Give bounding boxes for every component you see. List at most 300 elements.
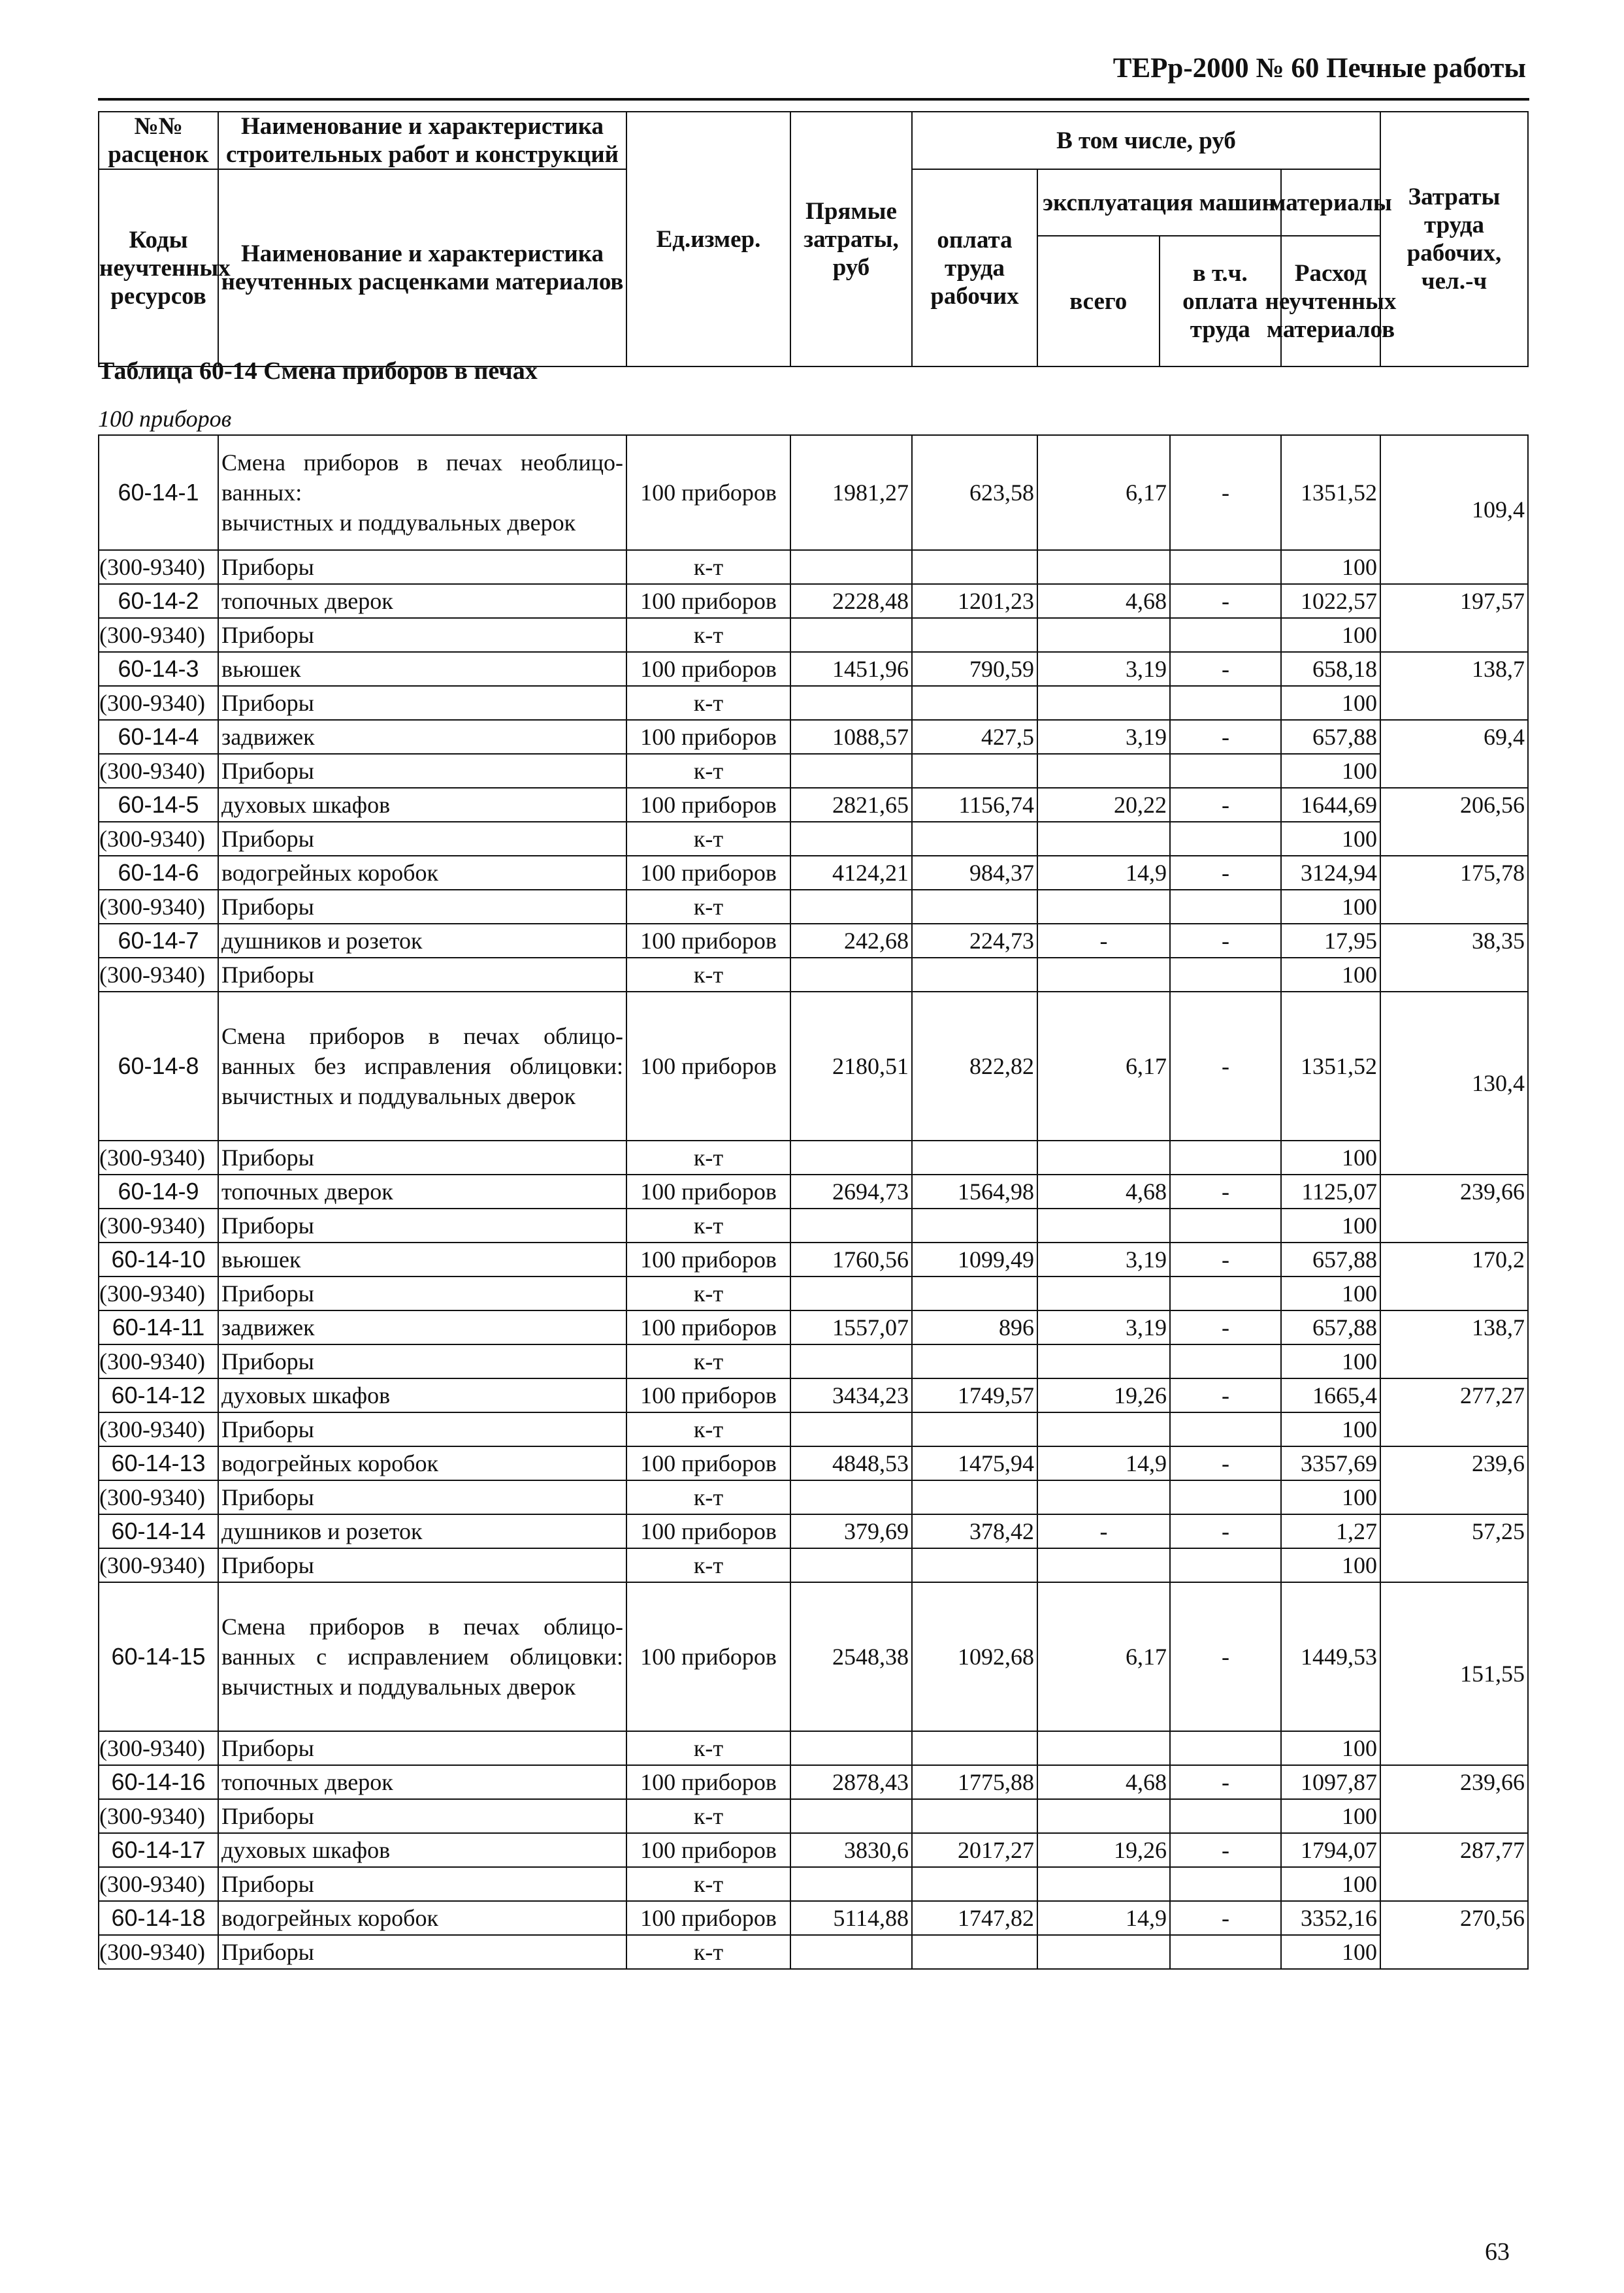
- resource-unit: к-т: [626, 1141, 790, 1175]
- resource-row: [99, 1548, 1528, 1582]
- rate-code: 60-14-7: [99, 924, 218, 958]
- header-code-res: Коды неучтенных ресурсов: [99, 169, 218, 366]
- materials-cost: 1,27: [1281, 1514, 1380, 1548]
- resource-quantity: 100: [1281, 890, 1380, 924]
- empty-cell: [1037, 1412, 1170, 1446]
- resource-quantity: 100: [1281, 1344, 1380, 1378]
- unit: 100 приборов: [626, 1243, 790, 1277]
- resource-quantity: 100: [1281, 1935, 1380, 1969]
- resource-unit: к-т: [626, 618, 790, 652]
- labor-hours: 57,25: [1380, 1514, 1528, 1582]
- materials-cost: 1125,07: [1281, 1175, 1380, 1209]
- empty-cell: [1037, 890, 1170, 924]
- empty-cell: [1037, 958, 1170, 992]
- empty-cell: [1170, 958, 1281, 992]
- empty-cell: [1170, 890, 1281, 924]
- resource-quantity: 100: [1281, 686, 1380, 720]
- machines-labor: -: [1170, 652, 1281, 686]
- unit: 100 приборов: [626, 1310, 790, 1344]
- labor-hours: 38,35: [1380, 924, 1528, 992]
- header-machines-cell: [1037, 169, 1281, 366]
- table-row: [99, 788, 1528, 822]
- resource-name: Приборы: [218, 1480, 626, 1514]
- empty-cell: [1170, 1799, 1281, 1833]
- resource-name: Приборы: [218, 822, 626, 856]
- materials-cost: 17,95: [1281, 924, 1380, 958]
- empty-cell: [1170, 1935, 1281, 1969]
- resource-quantity: 100: [1281, 1277, 1380, 1310]
- machines-total: 4,68: [1037, 1765, 1170, 1799]
- unit: 100 приборов: [626, 788, 790, 822]
- resource-name: Приборы: [218, 1412, 626, 1446]
- work-name: задвижек: [218, 720, 626, 754]
- resource-row: [99, 1480, 1528, 1514]
- table-title: Таблица 60-14 Смена приборов в печах: [98, 357, 538, 385]
- resource-row: [99, 822, 1528, 856]
- resource-unit: к-т: [626, 550, 790, 584]
- resource-code: (300-9340): [99, 1548, 218, 1582]
- rate-code: 60-14-1: [99, 435, 218, 550]
- machines-total: -: [1037, 924, 1170, 958]
- labor-pay: 1564,98: [912, 1175, 1037, 1209]
- empty-cell: [790, 754, 912, 788]
- resource-unit: к-т: [626, 1731, 790, 1765]
- machines-total: 6,17: [1037, 435, 1170, 550]
- machines-total: 3,19: [1037, 1310, 1170, 1344]
- resource-name: Приборы: [218, 1141, 626, 1175]
- machines-labor: -: [1170, 1175, 1281, 1209]
- direct-cost: 379,69: [790, 1514, 912, 1548]
- direct-cost: 5114,88: [790, 1901, 912, 1935]
- table-unit-note: 100 приборов: [98, 406, 232, 432]
- unit: 100 приборов: [626, 856, 790, 890]
- unit: 100 приборов: [626, 1514, 790, 1548]
- labor-hours: 130,4: [1380, 992, 1528, 1175]
- empty-cell: [1037, 686, 1170, 720]
- column-header-table: [98, 111, 1529, 367]
- resource-code: (300-9340): [99, 1867, 218, 1901]
- table-row: [99, 1901, 1528, 1935]
- materials-cost: 657,88: [1281, 1310, 1380, 1344]
- resource-code: (300-9340): [99, 1731, 218, 1765]
- empty-cell: [1037, 1277, 1170, 1310]
- empty-cell: [1170, 550, 1281, 584]
- work-name: водогрейных коробок: [218, 1901, 626, 1935]
- rate-code: 60-14-15: [99, 1582, 218, 1731]
- machines-total: -: [1037, 1514, 1170, 1548]
- resource-code: (300-9340): [99, 754, 218, 788]
- resource-row: [99, 1141, 1528, 1175]
- empty-cell: [790, 1867, 912, 1901]
- rate-code: 60-14-13: [99, 1446, 218, 1480]
- work-name: духовых шкафов: [218, 1378, 626, 1412]
- direct-cost: 1557,07: [790, 1310, 912, 1344]
- empty-cell: [912, 1799, 1037, 1833]
- empty-cell: [790, 1412, 912, 1446]
- empty-cell: [1170, 754, 1281, 788]
- resource-quantity: 100: [1281, 1209, 1380, 1243]
- header-materials: материалы: [1282, 170, 1380, 236]
- work-name: топочных дверок: [218, 1765, 626, 1799]
- unit: 100 приборов: [626, 1765, 790, 1799]
- machines-total: 19,26: [1037, 1378, 1170, 1412]
- resource-unit: к-т: [626, 686, 790, 720]
- labor-pay: 427,5: [912, 720, 1037, 754]
- resource-unit: к-т: [626, 1867, 790, 1901]
- resource-code: (300-9340): [99, 686, 218, 720]
- resource-unit: к-т: [626, 754, 790, 788]
- empty-cell: [912, 890, 1037, 924]
- resource-unit: к-т: [626, 1344, 790, 1378]
- table-row: [99, 584, 1528, 618]
- labor-hours: 277,27: [1380, 1378, 1528, 1446]
- resource-name: Приборы: [218, 1731, 626, 1765]
- resource-code: (300-9340): [99, 958, 218, 992]
- work-name-line: вычистных и поддувальных дверок: [221, 1083, 576, 1109]
- resource-code: (300-9340): [99, 618, 218, 652]
- empty-cell: [790, 1209, 912, 1243]
- empty-cell: [912, 550, 1037, 584]
- header-incl: В том числе, руб: [912, 112, 1380, 169]
- direct-cost: 1088,57: [790, 720, 912, 754]
- labor-pay: 984,37: [912, 856, 1037, 890]
- rate-code: 60-14-16: [99, 1765, 218, 1799]
- labor-hours: 138,7: [1380, 652, 1528, 720]
- machines-total: 3,19: [1037, 1243, 1170, 1277]
- resource-unit: к-т: [626, 1480, 790, 1514]
- resource-code: (300-9340): [99, 1480, 218, 1514]
- empty-cell: [1170, 1480, 1281, 1514]
- header-machines-labor: в т.ч. оплата труда: [1182, 259, 1258, 343]
- direct-cost: 1981,27: [790, 435, 912, 550]
- machines-labor: -: [1170, 1243, 1281, 1277]
- unit: 100 приборов: [626, 435, 790, 550]
- materials-cost: 1665,4: [1281, 1378, 1380, 1412]
- resource-name: Приборы: [218, 1935, 626, 1969]
- rate-code: 60-14-18: [99, 1901, 218, 1935]
- resource-row: [99, 890, 1528, 924]
- table-row: [99, 1765, 1528, 1799]
- labor-pay: 378,42: [912, 1514, 1037, 1548]
- unit: 100 приборов: [626, 652, 790, 686]
- header-materials-cell: [1265, 169, 1397, 366]
- resource-name: Приборы: [218, 890, 626, 924]
- machines-labor: -: [1170, 1310, 1281, 1344]
- empty-cell: [912, 822, 1037, 856]
- resource-name: Приборы: [218, 958, 626, 992]
- resource-code: (300-9340): [99, 1141, 218, 1175]
- direct-cost: 4848,53: [790, 1446, 912, 1480]
- work-name-line: ванных с исправлением облицовки:: [221, 1644, 623, 1670]
- empty-cell: [790, 686, 912, 720]
- machines-total: 14,9: [1037, 1446, 1170, 1480]
- empty-cell: [912, 754, 1037, 788]
- empty-cell: [912, 1935, 1037, 1969]
- header-machines-total: всего: [1038, 236, 1160, 366]
- resource-row: [99, 1412, 1528, 1446]
- resource-code: (300-9340): [99, 890, 218, 924]
- resource-quantity: 100: [1281, 1480, 1380, 1514]
- labor-pay: 822,82: [912, 992, 1037, 1141]
- header-unit: Ед.измер.: [626, 112, 790, 366]
- empty-cell: [1037, 1344, 1170, 1378]
- machines-labor: -: [1170, 1833, 1281, 1867]
- rate-code: 60-14-12: [99, 1378, 218, 1412]
- resource-row: [99, 550, 1528, 584]
- labor-pay: 1156,74: [912, 788, 1037, 822]
- labor-hours: 270,56: [1380, 1901, 1528, 1969]
- header-labor-hours: Затраты труда рабочих, чел.-ч: [1380, 112, 1528, 366]
- empty-cell: [912, 1867, 1037, 1901]
- table-row: [99, 856, 1528, 890]
- unit: 100 приборов: [626, 992, 790, 1141]
- machines-total: 14,9: [1037, 856, 1170, 890]
- empty-cell: [1037, 754, 1170, 788]
- labor-hours: 239,66: [1380, 1175, 1528, 1243]
- empty-cell: [1170, 822, 1281, 856]
- empty-cell: [790, 550, 912, 584]
- labor-pay: 1475,94: [912, 1446, 1037, 1480]
- work-name: водогрейных коробок: [218, 1446, 626, 1480]
- work-name: [218, 435, 626, 550]
- machines-total: 3,19: [1037, 652, 1170, 686]
- direct-cost: 3830,6: [790, 1833, 912, 1867]
- empty-cell: [912, 1209, 1037, 1243]
- work-name: вьюшек: [218, 652, 626, 686]
- materials-cost: 1351,52: [1281, 992, 1380, 1141]
- empty-cell: [912, 686, 1037, 720]
- work-name: [218, 992, 626, 1141]
- empty-cell: [912, 1277, 1037, 1310]
- resource-quantity: 100: [1281, 1867, 1380, 1901]
- resource-quantity: 100: [1281, 754, 1380, 788]
- empty-cell: [1170, 1412, 1281, 1446]
- resource-unit: к-т: [626, 822, 790, 856]
- page-number: 63: [1485, 2238, 1510, 2266]
- rate-code: 60-14-9: [99, 1175, 218, 1209]
- empty-cell: [790, 958, 912, 992]
- labor-hours: 151,55: [1380, 1582, 1528, 1765]
- empty-cell: [790, 1799, 912, 1833]
- resource-row: [99, 1867, 1528, 1901]
- empty-cell: [790, 1548, 912, 1582]
- resource-name: Приборы: [218, 1548, 626, 1582]
- direct-cost: 2180,51: [790, 992, 912, 1141]
- resource-name: Приборы: [218, 550, 626, 584]
- empty-cell: [1170, 618, 1281, 652]
- labor-pay: 1775,88: [912, 1765, 1037, 1799]
- resource-row: [99, 618, 1528, 652]
- direct-cost: 2878,43: [790, 1765, 912, 1799]
- resource-row: [99, 958, 1528, 992]
- unit: 100 приборов: [626, 1378, 790, 1412]
- empty-cell: [912, 958, 1037, 992]
- materials-cost: 1644,69: [1281, 788, 1380, 822]
- empty-cell: [912, 1548, 1037, 1582]
- materials-cost: 1097,87: [1281, 1765, 1380, 1799]
- materials-cost: 3352,16: [1281, 1901, 1380, 1935]
- resource-code: (300-9340): [99, 822, 218, 856]
- work-name: водогрейных коробок: [218, 856, 626, 890]
- header-name-res: Наименование и характеристика неучтенных расценками материалов: [218, 169, 626, 366]
- work-name-line: вычистных и поддувальных дверок: [221, 1674, 576, 1700]
- resource-code: (300-9340): [99, 1935, 218, 1969]
- empty-cell: [1037, 1799, 1170, 1833]
- empty-cell: [1037, 1209, 1170, 1243]
- resource-row: [99, 1277, 1528, 1310]
- resource-name: Приборы: [218, 1344, 626, 1378]
- empty-cell: [1170, 1277, 1281, 1310]
- resource-code: (300-9340): [99, 1412, 218, 1446]
- labor-hours: 175,78: [1380, 856, 1528, 924]
- empty-cell: [790, 1277, 912, 1310]
- empty-cell: [790, 1141, 912, 1175]
- resource-code: (300-9340): [99, 1799, 218, 1833]
- resource-quantity: 100: [1281, 1412, 1380, 1446]
- table-row: [99, 652, 1528, 686]
- header-materials-res: Расход неучтенных материалов: [1265, 259, 1397, 343]
- resource-quantity: 100: [1281, 822, 1380, 856]
- table-row: [99, 720, 1528, 754]
- materials-cost: 658,18: [1281, 652, 1380, 686]
- work-name: душников и розеток: [218, 1514, 626, 1548]
- resource-quantity: 100: [1281, 958, 1380, 992]
- resource-row: [99, 1344, 1528, 1378]
- materials-cost: 657,88: [1281, 1243, 1380, 1277]
- resource-code: (300-9340): [99, 1209, 218, 1243]
- labor-hours: 239,6: [1380, 1446, 1528, 1514]
- empty-cell: [790, 822, 912, 856]
- resource-quantity: 100: [1281, 1141, 1380, 1175]
- rate-code: 60-14-10: [99, 1243, 218, 1277]
- machines-labor: -: [1170, 435, 1281, 550]
- direct-cost: 242,68: [790, 924, 912, 958]
- materials-cost: 1794,07: [1281, 1833, 1380, 1867]
- direct-cost: 1760,56: [790, 1243, 912, 1277]
- work-name: задвижек: [218, 1310, 626, 1344]
- resource-unit: к-т: [626, 1277, 790, 1310]
- empty-cell: [790, 1344, 912, 1378]
- direct-cost: 2548,38: [790, 1582, 912, 1731]
- unit: 100 приборов: [626, 1901, 790, 1935]
- rate-code: 60-14-4: [99, 720, 218, 754]
- labor-hours: 170,2: [1380, 1243, 1528, 1310]
- direct-cost: 2694,73: [790, 1175, 912, 1209]
- labor-hours: 239,66: [1380, 1765, 1528, 1833]
- empty-cell: [912, 1141, 1037, 1175]
- resource-name: Приборы: [218, 1867, 626, 1901]
- machines-labor: -: [1170, 856, 1281, 890]
- labor-hours: 109,4: [1380, 435, 1528, 584]
- table-row: [99, 924, 1528, 958]
- work-name-line: ванных:: [221, 480, 302, 506]
- machines-labor: -: [1170, 720, 1281, 754]
- work-name-line: вычистных и поддувальных дверок: [221, 510, 576, 536]
- work-name-line: Смена приборов в печах облицо-: [221, 1023, 623, 1049]
- direct-cost: 2821,65: [790, 788, 912, 822]
- page-header-title: ТЕРр-2000 № 60 Печные работы: [1112, 53, 1526, 84]
- empty-cell: [912, 618, 1037, 652]
- labor-hours: 206,56: [1380, 788, 1528, 856]
- labor-pay: 1201,23: [912, 584, 1037, 618]
- rate-code: 60-14-11: [99, 1310, 218, 1344]
- resource-name: Приборы: [218, 754, 626, 788]
- header-rule: [98, 98, 1529, 101]
- resource-unit: к-т: [626, 1548, 790, 1582]
- resource-code: (300-9340): [99, 1344, 218, 1378]
- resource-row: [99, 754, 1528, 788]
- table-row: [99, 1833, 1528, 1867]
- resource-unit: к-т: [626, 958, 790, 992]
- empty-cell: [790, 890, 912, 924]
- work-name-line: Смена приборов в печах необлицо-: [221, 449, 623, 476]
- header-name: Наименование и характеристика строительных работ и конструкций: [218, 112, 626, 169]
- labor-pay: 2017,27: [912, 1833, 1037, 1867]
- table-row: [99, 1243, 1528, 1277]
- machines-labor: -: [1170, 1765, 1281, 1799]
- resource-name: Приборы: [218, 1277, 626, 1310]
- labor-pay: 1747,82: [912, 1901, 1037, 1935]
- machines-total: 4,68: [1037, 1175, 1170, 1209]
- empty-cell: [1170, 1731, 1281, 1765]
- machines-labor: -: [1170, 584, 1281, 618]
- resource-unit: к-т: [626, 890, 790, 924]
- resource-row: [99, 1209, 1528, 1243]
- machines-total: 3,19: [1037, 720, 1170, 754]
- labor-pay: 790,59: [912, 652, 1037, 686]
- unit: 100 приборов: [626, 924, 790, 958]
- empty-cell: [1170, 1548, 1281, 1582]
- rate-code: 60-14-8: [99, 992, 218, 1141]
- resource-code: (300-9340): [99, 550, 218, 584]
- table-row: [99, 1175, 1528, 1209]
- empty-cell: [1170, 1867, 1281, 1901]
- table-row: [99, 435, 1528, 550]
- resource-name: Приборы: [218, 618, 626, 652]
- header-machines: эксплуатация машин: [1038, 170, 1280, 236]
- labor-pay: 896: [912, 1310, 1037, 1344]
- machines-labor: -: [1170, 992, 1281, 1141]
- materials-cost: 1351,52: [1281, 435, 1380, 550]
- labor-hours: 287,77: [1380, 1833, 1528, 1901]
- unit: 100 приборов: [626, 1833, 790, 1867]
- machines-total: 14,9: [1037, 1901, 1170, 1935]
- empty-cell: [1037, 1141, 1170, 1175]
- unit: 100 приборов: [626, 720, 790, 754]
- price-table: [98, 434, 1529, 1970]
- empty-cell: [790, 1935, 912, 1969]
- resource-unit: к-т: [626, 1799, 790, 1833]
- empty-cell: [912, 1480, 1037, 1514]
- labor-pay: 623,58: [912, 435, 1037, 550]
- empty-cell: [912, 1412, 1037, 1446]
- machines-labor: -: [1170, 1446, 1281, 1480]
- resource-quantity: 100: [1281, 1799, 1380, 1833]
- table-row: [99, 1446, 1528, 1480]
- machines-labor: -: [1170, 1378, 1281, 1412]
- header-direct: Прямые затраты, руб: [790, 112, 912, 366]
- resource-quantity: 100: [1281, 1548, 1380, 1582]
- unit: 100 приборов: [626, 1175, 790, 1209]
- empty-cell: [1037, 1480, 1170, 1514]
- work-name-line: Смена приборов в печах облицо-: [221, 1614, 623, 1640]
- direct-cost: 1451,96: [790, 652, 912, 686]
- resource-name: Приборы: [218, 686, 626, 720]
- empty-cell: [1037, 618, 1170, 652]
- resource-row: [99, 686, 1528, 720]
- unit: 100 приборов: [626, 1582, 790, 1731]
- empty-cell: [1037, 550, 1170, 584]
